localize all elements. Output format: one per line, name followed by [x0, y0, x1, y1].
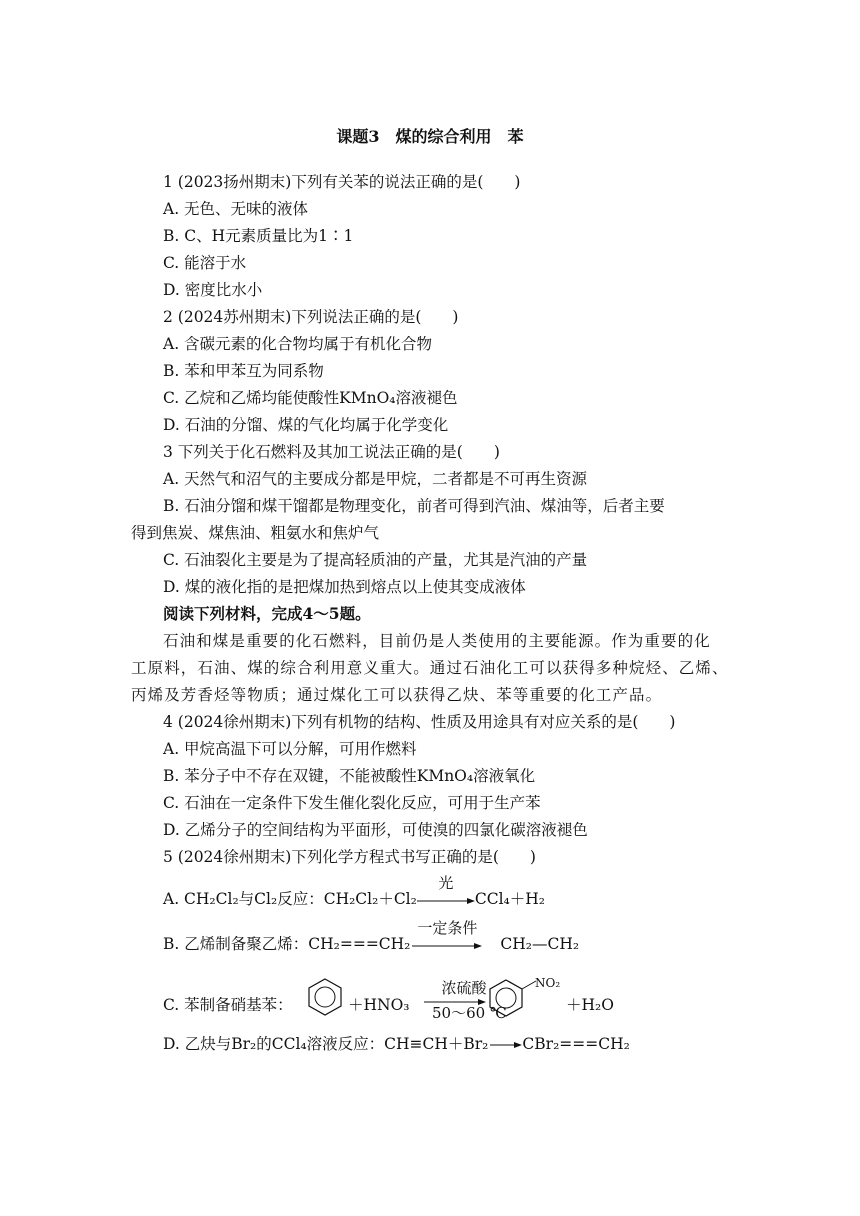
q5-stem: 5 (2024徐州期末)下列化学方程式书写正确的是( )	[163, 848, 536, 866]
q4-option-a: A. 甲烷高温下可以分解，可用作燃料	[163, 740, 417, 758]
q2-stem: 2 (2024苏州期末)下列说法正确的是( )	[163, 308, 459, 326]
q4-option-b: B. 苯分子中不存在双键，不能被酸性KMnO₄溶液氧化	[163, 767, 536, 785]
q2-option-b: B. 苯和甲苯互为同系物	[163, 362, 324, 380]
q5-b-lhs: CH₂===CH₂	[308, 935, 411, 953]
q1-option-b: B. C、H元素质量比为1∶1	[163, 227, 354, 245]
q1-stem: 1 (2023扬州期末)下列有关苯的说法正确的是( )	[163, 173, 521, 191]
q5-a-condition: 光	[438, 874, 454, 892]
q5-c-label: C. 苯制备硝基苯：	[163, 996, 293, 1014]
q2-option-a: A. 含碳元素的化合物均属于有机化合物	[163, 335, 433, 353]
reaction-arrow-icon	[412, 941, 482, 951]
q3-option-b-line1: B. 石油分馏和煤干馏都是物理变化，前者可得到汽油、煤油等，后者主要	[163, 497, 665, 515]
q5-a-label: A. CH₂Cl₂与Cl₂反应：	[163, 890, 324, 908]
q5-b-condition: 一定条件	[417, 919, 478, 937]
q5-option-a	[163, 874, 545, 910]
q5-c-condition-top: 浓硫酸	[441, 979, 487, 997]
q5-c-hno3: ＋HNO₃	[348, 996, 410, 1014]
q4-stem: 4 (2024徐州期末)下列有机物的结构、性质及用途具有对应关系的是( )	[163, 713, 676, 731]
q5-b-arrow	[412, 919, 482, 955]
page-title: 课题3 煤的综合利用 苯	[336, 127, 524, 146]
q3-stem: 3 下列关于化石燃料及其加工说法正确的是( )	[163, 443, 500, 461]
q4-option-d: D. 乙烯分子的空间结构为平面形，可使溴的四氯化碳溶液褪色	[163, 821, 588, 839]
reading-paragraph-line2: 工原料，石油、煤的综合利用意义重大。通过石油化工可以获得多种烷烃、乙烯、	[131, 659, 729, 677]
q1-option-d: D. 密度比水小	[163, 281, 263, 299]
q5-a-arrow	[417, 874, 475, 910]
q5-a-lhs: CH₂Cl₂＋Cl₂	[323, 890, 417, 908]
q3-option-c: C. 石油裂化主要是为了提高轻质油的产量，尤其是汽油的产量	[163, 551, 588, 569]
q5-b-rhs: CH₂—CH₂	[500, 935, 580, 953]
reading-paragraph-line1: 石油和煤是重要的化石燃料，目前仍是人类使用的主要能源。作为重要的化	[163, 632, 711, 650]
q5-c-no2-label: NO₂	[535, 976, 561, 990]
q5-d-label: D. 乙炔与Br₂的CCl₄溶液反应：	[163, 1035, 385, 1053]
reading-heading: 阅读下列材料，完成4～5题。	[163, 604, 371, 623]
q2-option-c: C. 乙烷和乙烯均能使酸性KMnO₄溶液褪色	[163, 389, 458, 407]
q5-b-label: B. 乙烯制备聚乙烯：	[163, 935, 309, 953]
q3-option-d: D. 煤的液化指的是把煤加热到熔点以上使其变成液体	[163, 578, 526, 596]
q5-c-rhs: ＋H₂O	[566, 996, 614, 1014]
q1-option-c: C. 能溶于水	[163, 254, 247, 272]
reaction-arrow-icon	[417, 896, 475, 906]
q5-d-lhs: CH≡CH＋Br₂	[384, 1035, 489, 1053]
q5-option-d	[163, 1034, 630, 1054]
q5-c-condition-bottom: 50～60 ℃	[432, 1004, 507, 1022]
reading-paragraph-line3: 丙烯及芳香烃等物质；通过煤化工可以获得乙炔、苯等重要的化工产品。	[131, 686, 663, 704]
q4-option-c: C. 石油在一定条件下发生催化裂化反应，可用于生产苯	[163, 794, 541, 812]
q2-option-d: D. 石油的分馏、煤的气化均属于化学变化	[163, 416, 449, 434]
q3-option-b-line2: 得到焦炭、煤焦油、粗氨水和焦炉气	[131, 524, 380, 542]
reaction-arrow-icon	[488, 1040, 522, 1050]
q5-option-b	[163, 919, 580, 955]
q3-option-a: A. 天然气和沼气的主要成分都是甲烷，二者都是不可再生资源	[163, 470, 588, 488]
benzene-ring-icon	[304, 976, 346, 1018]
q1-option-a: A. 无色、无味的液体	[163, 200, 309, 218]
q5-a-rhs: CCl₄＋H₂	[474, 890, 545, 908]
q5-d-rhs: CBr₂===CH₂	[522, 1035, 630, 1053]
